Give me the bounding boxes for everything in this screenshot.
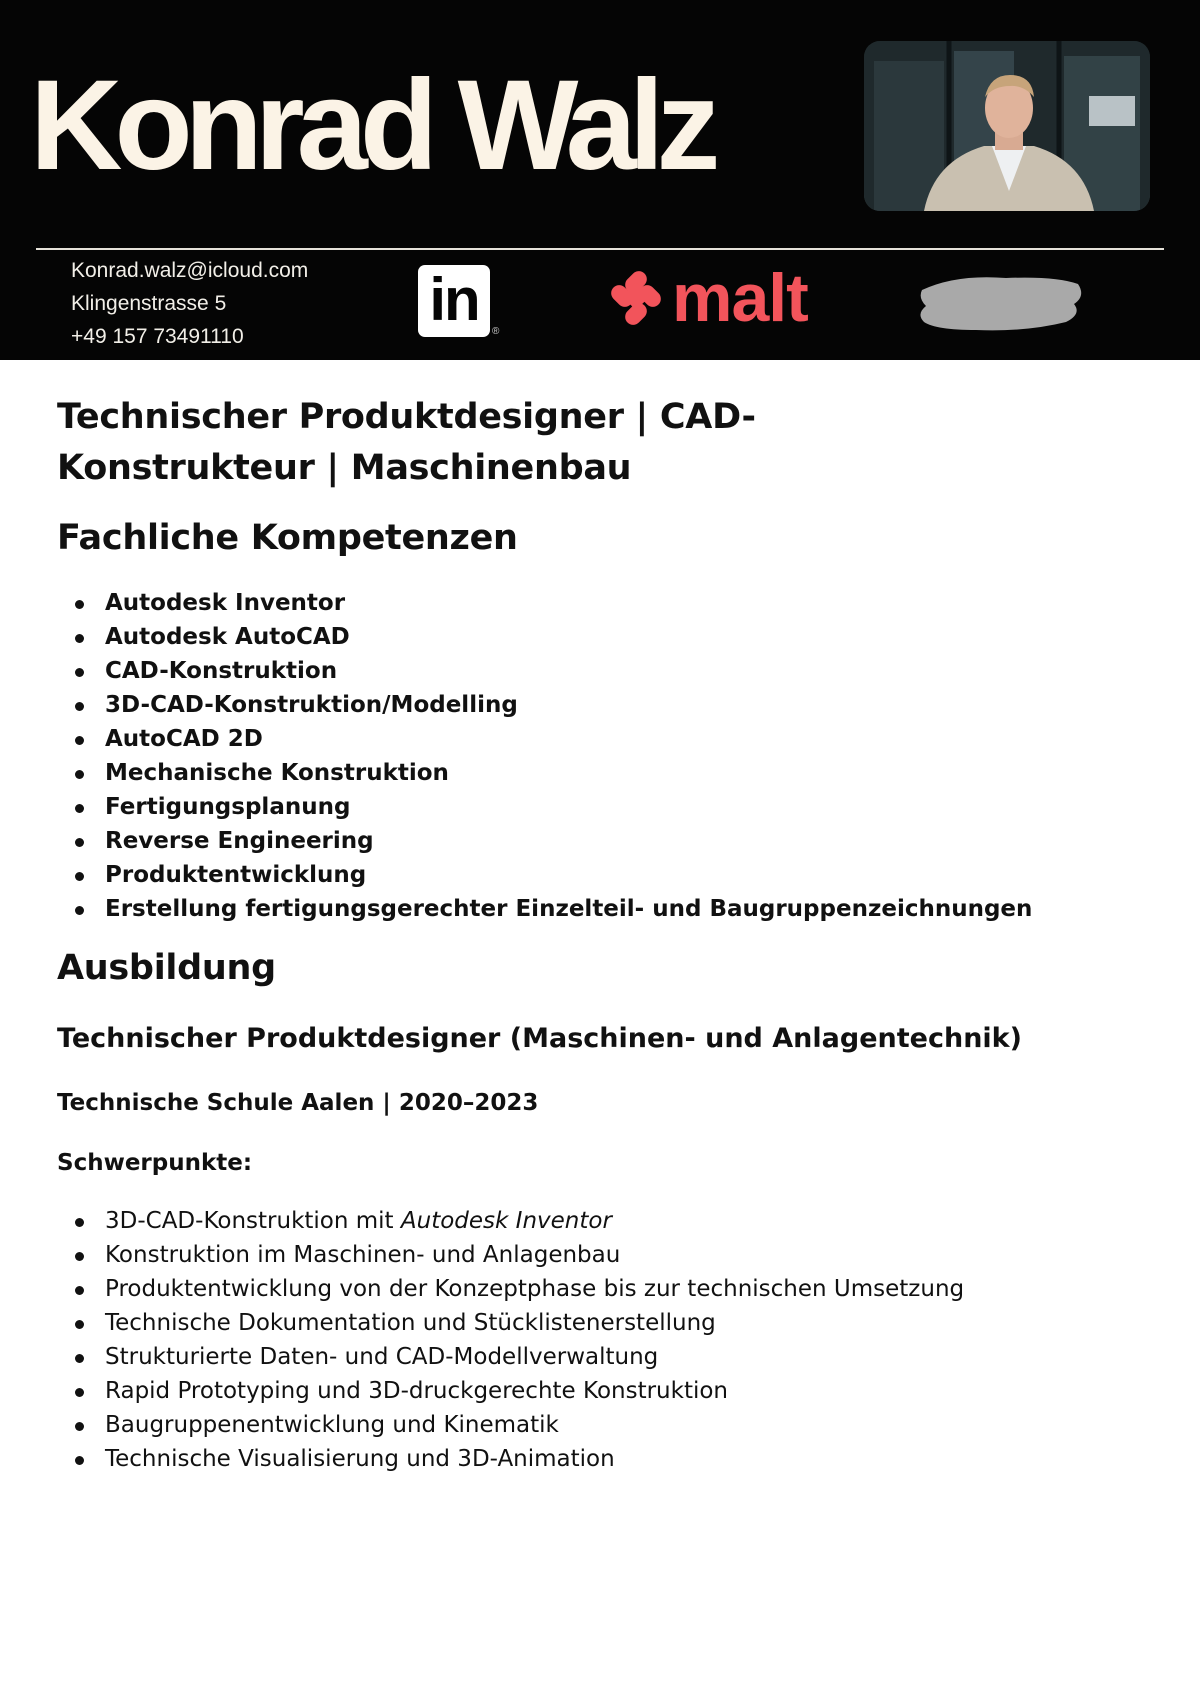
skill-item: Reverse Engineering <box>57 824 1157 858</box>
focus-item-emphasis: Autodesk Inventor <box>400 1208 612 1234</box>
focus-item: Strukturierte Daten- und CAD-Modellverwaltung <box>57 1340 1157 1374</box>
linkedin-icon[interactable] <box>418 265 490 337</box>
malt-star-icon <box>606 266 666 330</box>
header-divider <box>36 248 1164 250</box>
focus-item: Produktentwicklung von der Konzeptphase bis zur technischen Umsetzung <box>57 1272 1157 1306</box>
skill-item: Erstellung fertigungsgerechter Einzelteil- und Baugruppenzeichnungen <box>57 892 1157 926</box>
focus-label: Schwerpunkte: <box>57 1150 253 1176</box>
phone-text[interactable]: +49 157 73491110 <box>71 325 244 348</box>
resume-body <box>57 392 1157 1476</box>
skill-item: Mechanische Konstruktion <box>57 756 1157 790</box>
redacted-scribble-icon <box>916 270 1086 336</box>
profile-name: Konrad Walz <box>30 54 713 197</box>
school-line: Technische Schule Aalen | 2020–2023 <box>57 1090 539 1116</box>
focus-item: Konstruktion im Maschinen- und Anlagenbau <box>57 1238 1157 1272</box>
skill-item: Produktentwicklung <box>57 858 1157 892</box>
header-banner <box>0 0 1200 360</box>
focus-item-prefix: 3D-CAD-Konstruktion mit <box>105 1208 401 1234</box>
focus-item: Technische Visualisierung und 3D-Animation <box>57 1442 1157 1476</box>
education-heading: Ausbildung <box>57 948 276 988</box>
focus-item: Rapid Prototyping und 3D-druckgerechte Konstruktion <box>57 1374 1157 1408</box>
skill-item: CAD-Konstruktion <box>57 654 1157 688</box>
linkedin-icon-text: in <box>429 266 479 333</box>
malt-logo-icon[interactable] <box>606 262 836 340</box>
skills-list <box>57 586 1157 926</box>
skill-item: 3D-CAD-Konstruktion/Modelling <box>57 688 1157 722</box>
registered-mark: ® <box>492 326 500 337</box>
focus-item: Technische Dokumentation und Stücklistenerstellung <box>57 1306 1157 1340</box>
job-title: Technischer Produktdesigner | CAD-Konstrukteur | Maschinenbau <box>57 397 756 488</box>
malt-logo-text: malt <box>672 260 808 336</box>
profile-photo <box>864 41 1150 211</box>
skill-item: Fertigungsplanung <box>57 790 1157 824</box>
degree-title: Technischer Produktdesigner (Maschinen- und Anlagentechnik) <box>57 1023 1022 1054</box>
contact-block <box>71 254 308 353</box>
address-text: Klingenstrasse 5 <box>71 292 227 315</box>
email-text[interactable]: Konrad.walz@icloud.com <box>71 259 309 282</box>
focus-item: Baugruppenentwicklung und Kinematik <box>57 1408 1157 1442</box>
skill-item: AutoCAD 2D <box>57 722 1157 756</box>
focus-list <box>57 1204 1157 1476</box>
skills-heading: Fachliche Kompetenzen <box>57 518 518 558</box>
skill-item: Autodesk AutoCAD <box>57 620 1157 654</box>
skill-item: Autodesk Inventor <box>57 586 1157 620</box>
focus-item <box>57 1204 1157 1238</box>
